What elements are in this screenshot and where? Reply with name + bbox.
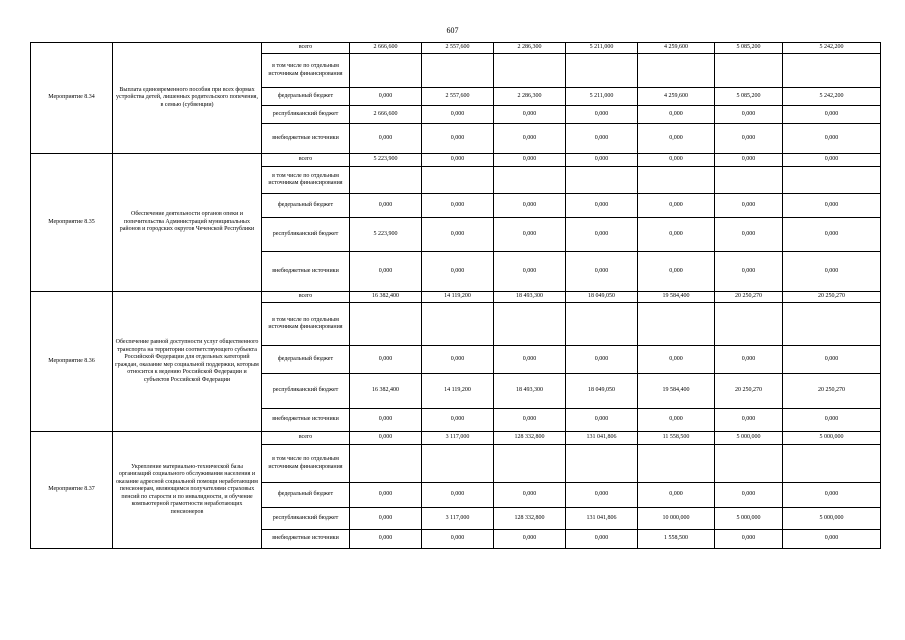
amount-cell: 1 558,500 (638, 530, 715, 549)
amount-cell: 0,000 (422, 346, 494, 374)
amount-cell: 0,000 (494, 252, 566, 292)
amount-cell (422, 303, 494, 346)
amount-cell (350, 167, 422, 194)
funding-source-label: федеральный бюджет (262, 194, 350, 218)
amount-cell: 0,000 (715, 124, 783, 154)
amount-cell: 16 382,400 (350, 374, 422, 409)
amount-cell: 0,000 (566, 194, 638, 218)
amount-cell: 14 119,200 (422, 292, 494, 303)
amount-cell: 0,000 (422, 252, 494, 292)
amount-cell (715, 167, 783, 194)
amount-cell: 19 584,400 (638, 374, 715, 409)
amount-cell: 0,000 (715, 194, 783, 218)
amount-cell: 2 286,300 (494, 88, 566, 106)
event-description: Укрепление материально-технической базы организаций социального обслуживания населения и оказание адресной социальной помощи неработающим пенсионерам, являющимся получателями страховых пенсий по старости и по инвалидности, и обучение компьютерной грамотности неработающих пенсионеров (113, 432, 262, 549)
amount-cell (783, 445, 881, 483)
funding-source-label: федеральный бюджет (262, 483, 350, 508)
amount-cell: 0,000 (566, 483, 638, 508)
amount-cell: 5 000,000 (783, 432, 881, 445)
amount-cell: 0,000 (638, 483, 715, 508)
amount-cell: 5 000,000 (715, 508, 783, 530)
amount-cell: 0,000 (638, 124, 715, 154)
amount-cell: 0,000 (715, 252, 783, 292)
amount-cell: 0,000 (422, 124, 494, 154)
amount-cell (783, 54, 881, 88)
amount-cell: 16 382,400 (350, 292, 422, 303)
amount-cell: 0,000 (350, 252, 422, 292)
amount-cell: 131 041,806 (566, 508, 638, 530)
amount-cell (638, 167, 715, 194)
amount-cell (715, 445, 783, 483)
funding-source-label: в том числе по отдельным источникам финансирования (262, 167, 350, 194)
funding-source-label: всего (262, 43, 350, 54)
amount-cell: 10 000,000 (638, 508, 715, 530)
amount-cell: 0,000 (783, 154, 881, 167)
amount-cell: 5 000,000 (715, 432, 783, 445)
amount-cell (566, 167, 638, 194)
amount-cell: 2 286,300 (494, 43, 566, 54)
amount-cell (494, 303, 566, 346)
amount-cell: 0,000 (566, 346, 638, 374)
funding-source-label: всего (262, 432, 350, 445)
amount-cell: 0,000 (783, 409, 881, 432)
table-row (31, 43, 881, 54)
amount-cell: 0,000 (783, 252, 881, 292)
amount-cell (783, 167, 881, 194)
amount-cell: 0,000 (350, 88, 422, 106)
amount-cell: 3 117,000 (422, 508, 494, 530)
page-number: 607 (446, 26, 459, 35)
funding-source-label: республиканский бюджет (262, 218, 350, 252)
amount-cell: 0,000 (422, 409, 494, 432)
amount-cell: 2 666,600 (350, 106, 422, 124)
amount-cell: 5 085,200 (715, 43, 783, 54)
amount-cell: 0,000 (715, 483, 783, 508)
amount-cell: 14 119,200 (422, 374, 494, 409)
amount-cell: 20 250,270 (783, 292, 881, 303)
table-row (31, 154, 881, 167)
amount-cell: 128 332,800 (494, 508, 566, 530)
amount-cell: 3 117,000 (422, 432, 494, 445)
amount-cell (638, 445, 715, 483)
amount-cell (566, 54, 638, 88)
budget-table (30, 42, 881, 549)
amount-cell: 0,000 (638, 346, 715, 374)
amount-cell: 5 000,000 (783, 508, 881, 530)
amount-cell: 0,000 (638, 252, 715, 292)
amount-cell: 0,000 (715, 346, 783, 374)
funding-source-label: республиканский бюджет (262, 508, 350, 530)
amount-cell (422, 445, 494, 483)
amount-cell: 0,000 (715, 530, 783, 549)
amount-cell: 0,000 (350, 483, 422, 508)
funding-source-label: федеральный бюджет (262, 88, 350, 106)
amount-cell: 20 250,270 (783, 374, 881, 409)
amount-cell: 0,000 (422, 106, 494, 124)
amount-cell: 0,000 (494, 483, 566, 508)
amount-cell: 5 242,200 (783, 43, 881, 54)
event-name: Мероприятие 8.35 (31, 154, 113, 292)
amount-cell: 0,000 (422, 154, 494, 167)
amount-cell: 0,000 (566, 252, 638, 292)
amount-cell: 0,000 (715, 154, 783, 167)
amount-cell: 0,000 (566, 124, 638, 154)
event-name: Мероприятие 8.36 (31, 292, 113, 432)
amount-cell: 0,000 (783, 106, 881, 124)
amount-cell (494, 54, 566, 88)
funding-source-label: республиканский бюджет (262, 106, 350, 124)
funding-source-label: внебюджетные источники (262, 124, 350, 154)
amount-cell: 0,000 (350, 194, 422, 218)
amount-cell: 0,000 (494, 106, 566, 124)
amount-cell: 0,000 (350, 432, 422, 445)
amount-cell: 0,000 (494, 218, 566, 252)
amount-cell: 0,000 (566, 218, 638, 252)
funding-source-label: в том числе по отдельным источникам финансирования (262, 303, 350, 346)
amount-cell: 0,000 (350, 508, 422, 530)
amount-cell: 131 041,806 (566, 432, 638, 445)
amount-cell: 5 085,200 (715, 88, 783, 106)
amount-cell: 0,000 (638, 194, 715, 218)
amount-cell: 0,000 (422, 530, 494, 549)
amount-cell: 0,000 (494, 194, 566, 218)
amount-cell: 0,000 (494, 346, 566, 374)
event-name: Мероприятие 8.37 (31, 432, 113, 549)
event-description: Выплата единовременного пособия при всех формах устройства детей, лишенных родительского попечения, в семью (субвенции) (113, 43, 262, 154)
amount-cell: 11 558,500 (638, 432, 715, 445)
amount-cell (715, 303, 783, 346)
amount-cell: 18 493,300 (494, 292, 566, 303)
amount-cell: 0,000 (715, 218, 783, 252)
amount-cell (566, 445, 638, 483)
amount-cell: 0,000 (350, 530, 422, 549)
amount-cell: 18 049,050 (566, 374, 638, 409)
amount-cell: 20 250,270 (715, 374, 783, 409)
amount-cell: 0,000 (494, 124, 566, 154)
amount-cell: 4 259,600 (638, 43, 715, 54)
amount-cell: 0,000 (783, 346, 881, 374)
amount-cell: 128 332,800 (494, 432, 566, 445)
amount-cell: 0,000 (566, 154, 638, 167)
amount-cell (494, 167, 566, 194)
amount-cell: 0,000 (566, 106, 638, 124)
event-description: Обеспечение деятельности органов опеки и попечительства Администраций муниципальных районов и городских округов Чеченской Республики (113, 154, 262, 292)
amount-cell: 0,000 (422, 194, 494, 218)
amount-cell: 0,000 (494, 530, 566, 549)
amount-cell: 2 557,600 (422, 43, 494, 54)
amount-cell (715, 54, 783, 88)
amount-cell: 5 223,900 (350, 218, 422, 252)
amount-cell (638, 303, 715, 346)
amount-cell (350, 445, 422, 483)
amount-cell: 19 584,400 (638, 292, 715, 303)
amount-cell: 0,000 (566, 530, 638, 549)
amount-cell: 0,000 (422, 483, 494, 508)
amount-cell: 0,000 (783, 218, 881, 252)
amount-cell: 0,000 (638, 218, 715, 252)
event-description: Обеспечение равной доступности услуг общественного транспорта на территории соответствующего субъекта Российской Федерации для отдельных категорий граждан, оказание мер социальной поддержки, которым относится к ведению Российской Федерации и субъектов Российской Федерации (113, 292, 262, 432)
table-row (31, 292, 881, 303)
amount-cell: 2 666,600 (350, 43, 422, 54)
funding-source-label: всего (262, 292, 350, 303)
amount-cell: 5 211,000 (566, 43, 638, 54)
table-row (31, 432, 881, 445)
amount-cell: 0,000 (638, 409, 715, 432)
amount-cell: 0,000 (350, 409, 422, 432)
funding-source-label: внебюджетные источники (262, 252, 350, 292)
funding-source-label: внебюджетные источники (262, 530, 350, 549)
funding-source-label: в том числе по отдельным источникам финансирования (262, 54, 350, 88)
amount-cell: 18 493,300 (494, 374, 566, 409)
amount-cell: 0,000 (638, 106, 715, 124)
funding-source-label: в том числе по отдельным источникам финансирования (262, 445, 350, 483)
amount-cell: 20 250,270 (715, 292, 783, 303)
amount-cell: 2 557,600 (422, 88, 494, 106)
amount-cell (783, 303, 881, 346)
amount-cell: 0,000 (494, 154, 566, 167)
amount-cell (350, 303, 422, 346)
amount-cell: 0,000 (715, 409, 783, 432)
amount-cell: 0,000 (715, 106, 783, 124)
amount-cell: 0,000 (566, 409, 638, 432)
amount-cell (422, 167, 494, 194)
amount-cell: 0,000 (422, 218, 494, 252)
funding-source-label: всего (262, 154, 350, 167)
amount-cell: 0,000 (350, 346, 422, 374)
amount-cell: 0,000 (783, 483, 881, 508)
event-name: Мероприятие 8.34 (31, 43, 113, 154)
amount-cell: 0,000 (494, 409, 566, 432)
amount-cell: 18 049,050 (566, 292, 638, 303)
amount-cell: 0,000 (783, 530, 881, 549)
amount-cell (350, 54, 422, 88)
amount-cell: 5 242,200 (783, 88, 881, 106)
amount-cell: 5 211,000 (566, 88, 638, 106)
amount-cell (494, 445, 566, 483)
amount-cell (566, 303, 638, 346)
amount-cell: 0,000 (350, 124, 422, 154)
funding-source-label: федеральный бюджет (262, 346, 350, 374)
amount-cell: 0,000 (783, 124, 881, 154)
amount-cell: 0,000 (783, 194, 881, 218)
amount-cell (638, 54, 715, 88)
amount-cell (422, 54, 494, 88)
amount-cell: 4 259,600 (638, 88, 715, 106)
funding-source-label: внебюджетные источники (262, 409, 350, 432)
amount-cell: 0,000 (638, 154, 715, 167)
funding-source-label: республиканский бюджет (262, 374, 350, 409)
amount-cell: 5 223,900 (350, 154, 422, 167)
